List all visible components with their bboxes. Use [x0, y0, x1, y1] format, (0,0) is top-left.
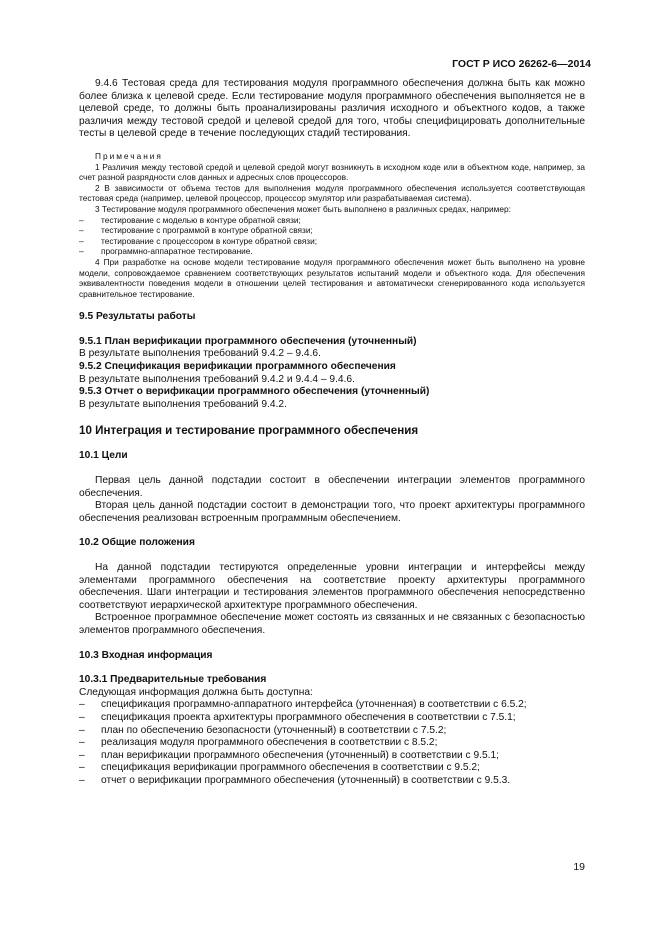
- note-3-item: – тестирование с процессором в контуре обратной связи;: [79, 236, 585, 247]
- notes-block: [79, 151, 585, 299]
- note-2: 2 В зависимости от объема тестов для выполнения модуля программного обеспечения используется соответствующая тестовая среда (например, целевой процессор, процессор эмулятор или разрабатываемая система).: [79, 182, 585, 204]
- subsection-9-5-2-title: 9.5.2 Спецификация верификации программного обеспечения: [79, 361, 396, 373]
- subsection-9-5-2-text: В результате выполнения требований 9.4.2 и 9.4.4 – 9.4.6.: [79, 373, 355, 385]
- standard-header: ГОСТ Р ИСО 26262-6—2014: [452, 58, 591, 70]
- requirement-item: – спецификация верификации программного обеспечения в соответствии с 9.5.2;: [79, 762, 585, 775]
- subsection-10-3-1-intro: Следующая информация должна быть доступна:: [79, 686, 313, 698]
- note-3: 3 Тестирование модуля программного обеспечения может быть выполнено в различных средах, например:: [95, 203, 511, 214]
- subsection-9-5-3-title: 9.5.3 Отчет о верификации программного обеспечения (уточненный): [79, 386, 430, 398]
- section-10-3-title: 10.3 Входная информация: [79, 649, 213, 661]
- requirement-item: – отчет о верификации программного обеспечения (уточненный) в соответствии с 9.5.3.: [79, 775, 585, 788]
- section-9-5-title: 9.5 Результаты работы: [79, 311, 196, 323]
- notes-title: Примечания: [95, 150, 163, 161]
- note-3-item: – тестирование с программой в контуре обратной связи;: [79, 225, 585, 236]
- requirement-item: – спецификация программно-аппаратного интерфейса (уточненная) в соответствии с 6.5.2;: [79, 699, 585, 712]
- section-10-title: 10 Интеграция и тестирование программного обеспечения: [79, 424, 419, 438]
- requirement-item: – план верификации программного обеспечения (уточненный) в соответствии с 9.5.1;: [79, 750, 585, 763]
- subsection-9-5-3-text: В результате выполнения требований 9.4.2.: [79, 398, 287, 410]
- section-10-1-paragraph: Вторая цель данной подстадии состоит в демонстрации того, что проект архитектуры программного обеспечения реализован встроенным программным обеспечением.: [79, 500, 585, 524]
- note-3-item: – тестирование с моделью в контуре обратной связи;: [79, 215, 585, 226]
- requirement-item: – реализация модуля программного обеспечения в соответствии с 8.5.2;: [79, 737, 585, 750]
- subsection-9-5-1-title: 9.5.1 План верификации программного обеспечения (уточненный): [79, 335, 417, 347]
- note-1: 1 Различия между тестовой средой и целевой средой могут возникнуть в исходном коде или в объектном коде, например, за счет разной разрядности слов данных и адресных слов процессоров.: [79, 161, 585, 183]
- requirement-item: – план по обеспечению безопасности (уточненный) в соответствии с 7.5.2;: [79, 725, 585, 738]
- note-4: 4 При разработке на основе модели тестирование модуля программного обеспечения может быть выполнено на уровне модели, сопровождаемое сравнением соответствующих результатов испытаний модели и объектного кода. Для обеспечения эквивалентности поведения модели в отношении целей тестирования и автоматически сгенерированного кода используется сравнительное тестирование.: [79, 256, 585, 299]
- section-10-2-title: 10.2 Общие положения: [79, 537, 195, 549]
- note-3-item: – программно-аппаратное тестирование.: [79, 246, 585, 257]
- subsection-9-5-1-text: В результате выполнения требований 9.4.2 – 9.4.6.: [79, 348, 321, 360]
- section-10-2-paragraph: На данной подстадии тестируются определенные уровни интеграции и интерфейсы между элементами программного обеспечения на соответствие проекту архитектуры программного обеспечения. Шаги интеграции и тестирования элементов программного обеспечения непосредственно соответствуют иерархической архитектуре программного обеспечения.: [79, 562, 585, 611]
- paragraph-9-4-6: 9.4.6 Тестовая среда для тестирования модуля программного обеспечения должна быть как можно более близка к целевой среде. Если тестирование модуля программного обеспечения выполняется не в целевой среде, то должны быть проанализированы различия исходного и объектного кодов, а также различия между тестовой средой и целевой средой для того, чтобы специфицировать дополнительные тесты в целевой среде в течение последующих стадий тестирования.: [79, 78, 585, 140]
- section-10-1-title: 10.1 Цели: [79, 450, 128, 462]
- subsection-10-3-1-title: 10.3.1 Предварительные требования: [79, 674, 267, 686]
- page-content: [79, 78, 585, 788]
- page-number: 19: [573, 861, 585, 873]
- section-9-5-body: [79, 336, 585, 412]
- section-10-1-paragraph: Первая цель данной подстадии состоит в обеспечении интеграции элементов программного обеспечения.: [79, 475, 585, 499]
- section-10-2-paragraph: Встроенное программное обеспечение может состоять из связанных и не связанных с безопасностью элементов программного обеспечения.: [79, 612, 585, 636]
- requirement-item: – спецификация проекта архитектуры программного обеспечения в соответствии с 7.5.1;: [79, 712, 585, 725]
